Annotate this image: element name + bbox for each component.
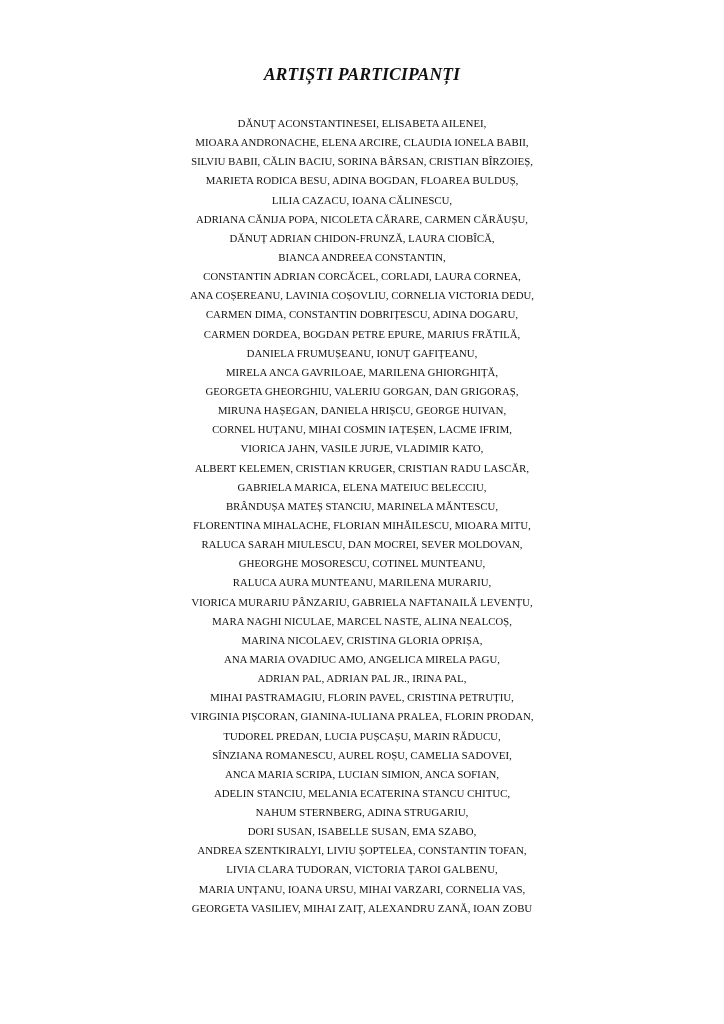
participant-line: MIHAI PASTRAMAGIU, FLORIN PAVEL, CRISTINA PETRUȚIU,: [210, 692, 514, 705]
participant-line: ALBERT KELEMEN, CRISTIAN KRUGER, CRISTIAN RADU LASCĂR,: [194, 462, 530, 475]
participant-line: MIRELA ANCA GAVRILOAE, MARILENA GHIORGHIȚĂ,: [225, 366, 499, 379]
participant-line: SILVIU BABII, CĂLIN BACIU, SORINA BÂRSAN, CRISTIAN BÎRZOIEȘ,: [191, 156, 533, 169]
participant-line: GEORGETA VASILIEV, MIHAI ZAIȚ, ALEXANDRU ZANĂ, IOAN ZOBU: [191, 902, 533, 915]
participant-line: DĂNUȚ ADRIAN CHIDON-FRUNZĂ, LAURA CIOBÎCĂ,: [229, 232, 495, 245]
participant-line: BRÂNDUȘA MATEȘ STANCIU, MARINELA MĂNTESCU,: [225, 500, 499, 513]
participant-line: CORNEL HUȚANU, MIHAI COSMIN IAȚEȘEN, LACME IFRIM,: [212, 424, 512, 437]
participant-line: TUDOREL PREDAN, LUCIA PUȘCAȘU, MARIN RĂDUCU,: [223, 730, 501, 743]
participant-line: MIRUNA HAȘEGAN, DANIELA HRIȘCU, GEORGE HUIVAN,: [217, 405, 507, 418]
participant-line: CARMEN DIMA, CONSTANTIN DOBRIȚESCU, ADINA DOGARU,: [205, 309, 519, 322]
participant-line: GABRIELA MARICA, ELENA MATEIUC BELECCIU,: [237, 481, 487, 494]
page-title: ARTIȘTI PARTICIPANȚI: [263, 64, 461, 84]
participant-line: DĂNUȚ ACONSTANTINESEI, ELISABETA AILENEI,: [237, 118, 487, 130]
participant-line: VIORICA MURARIU PÂNZARIU, GABRIELA NAFTANAILĂ LEVENȚU,: [191, 596, 533, 609]
participant-line: NAHUM STERNBERG, ADINA STRUGARIU,: [255, 807, 469, 820]
participant-line: ADELIN STANCIU, MELANIA ECATERINA STANCU CHITUC,: [213, 787, 511, 800]
participant-line: RALUCA AURA MUNTEANU, MARILENA MURARIU,: [232, 577, 492, 590]
participant-line: FLORENTINA MIHALACHE, FLORIAN MIHĂILESCU, MIOARA MITU,: [193, 519, 531, 532]
participant-line: BIANCA ANDREEA CONSTANTIN,: [278, 251, 446, 264]
participant-line: VIRGINIA PIȘCORAN, GIANINA-IULIANA PRALEA, FLORIN PRODAN,: [190, 711, 534, 724]
participant-list: [0, 115, 724, 919]
participant-line: GHEORGHE MOSORESCU, COTINEL MUNTEANU,: [238, 558, 486, 571]
participant-line: MARIA UNȚANU, IOANA URSU, MIHAI VARZARI, CORNELIA VAS,: [198, 883, 526, 896]
participant-line: LILIA CAZACU, IOANA CĂLINESCU,: [271, 194, 453, 207]
participant-line: ANA COȘEREANU, LAVINIA COȘOVLIU, CORNELIA VICTORIA DEDU,: [189, 290, 534, 303]
participant-line: DORI SUSAN, ISABELLE SUSAN, EMA SZABO,: [247, 826, 477, 839]
participant-line: ANCA MARIA SCRIPA, LUCIAN SIMION, ANCA SOFIAN,: [224, 768, 500, 781]
participant-line: ADRIANA CĂNIJA POPA, NICOLETA CĂRARE, CARMEN CĂRĂUȘU,: [196, 213, 528, 226]
participant-line: DANIELA FRUMUȘEANU, IONUȚ GAFIȚEANU,: [246, 347, 478, 360]
participant-line: LIVIA CLARA TUDORAN, VICTORIA ȚAROI GALBENU,: [226, 864, 498, 877]
participant-line: ADRIAN PAL, ADRIAN PAL JR., IRINA PAL,: [257, 673, 467, 686]
participant-line: MARA NAGHI NICULAE, MARCEL NASTE, ALINA NEALCOȘ,: [212, 615, 512, 628]
participant-line: MARINA NICOLAEV, CRISTINA GLORIA OPRIȘA,: [241, 634, 483, 647]
participant-line: CARMEN DORDEA, BOGDAN PETRE EPURE, MARIUS FRĂTILĂ,: [203, 328, 521, 341]
participant-line: MIOARA ANDRONACHE, ELENA ARCIRE, CLAUDIA IONELA BABII,: [195, 137, 529, 150]
participant-line: CONSTANTIN ADRIAN CORCĂCEL, CORLADI, LAURA CORNEA,: [203, 271, 521, 284]
participant-line: ANA MARIA OVADIUC AMO, ANGELICA MIRELA PAGU,: [224, 653, 500, 666]
participant-line: SÎNZIANA ROMANESCU, AUREL ROȘU, CAMELIA SADOVEI,: [212, 749, 512, 762]
participant-line: ANDREA SZENTKIRALYI, LIVIU ȘOPTELEA, CONSTANTIN TOFAN,: [197, 845, 527, 858]
participant-line: MARIETA RODICA BESU, ADINA BOGDAN, FLOAREA BULDUȘ,: [205, 175, 519, 188]
participant-line: VIORICA JAHN, VASILE JURJE, VLADIMIR KATO,: [240, 443, 484, 456]
participant-line: RALUCA SARAH MIULESCU, DAN MOCREI, SEVER MOLDOVAN,: [201, 539, 523, 552]
participant-line: GEORGETA GHEORGHIU, VALERIU GORGAN, DAN GRIGORAȘ,: [205, 385, 519, 398]
